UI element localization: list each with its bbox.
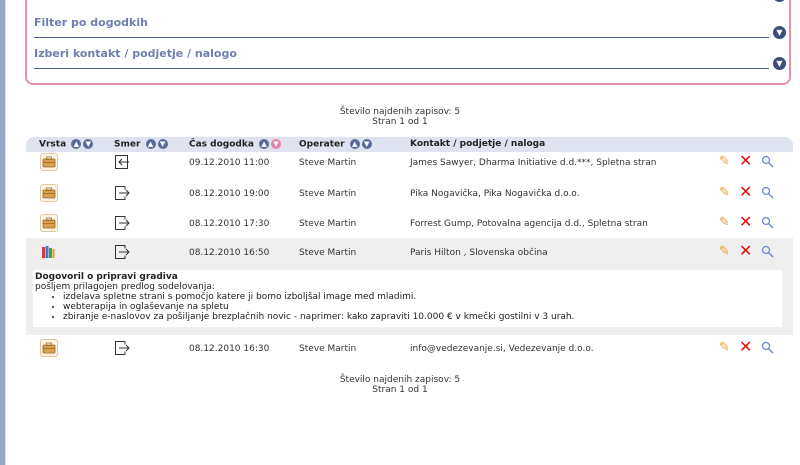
sort-up-icon[interactable]: ▲ [71,139,81,149]
results-summary-bottom [0,375,800,395]
table-row[interactable] [26,147,793,177]
sort-down-icon[interactable]: ▼ [83,139,93,149]
list-item: • webterapija in oglaševanje na spletu [63,302,782,312]
sort-up-icon[interactable]: ▲ [146,139,156,149]
page-indicator: Stran 1 od 1 [372,117,428,127]
results-count: Število najdenih zapisov: 5 [339,107,461,117]
event-detail-title: Dogovoril o pripravi gradiva [35,272,178,282]
select-contact-label: Izberi kontakt / podjetje / nalogo [34,47,237,60]
column-header-kontakt-label: Kontakt / podjetje / naloga [410,139,546,149]
event-detail-panel [26,267,793,335]
event-time: 08.12.2010 16:50 [189,248,270,258]
delete-icon[interactable]: ✕ [739,337,753,356]
search-icon[interactable] [761,186,774,203]
results-count: Število najdenih zapisov: 5 [339,375,461,385]
delete-icon[interactable]: ✕ [739,151,753,170]
table-row[interactable] [26,178,793,208]
column-header-cas-label: Čas dogodka [189,139,254,150]
filter-panel [25,0,791,85]
left-border-shadow [5,0,6,465]
column-header-smer-label: Smer [114,139,141,150]
contact-text[interactable]: Forrest Gump, Potovalna agencija d.d., Spletna stran [410,219,648,229]
search-icon[interactable] [761,245,774,262]
page-indicator: Stran 1 od 1 [372,385,428,395]
sort-down-icon[interactable]: ▼ [158,139,168,149]
operator-name: Steve Martin [299,344,357,354]
select-contact-company-task[interactable] [34,47,783,68]
chevron-down-icon[interactable]: ▼ [773,26,786,39]
search-icon[interactable] [761,216,774,233]
chevron-down-icon[interactable]: ▼ [773,57,786,70]
delete-icon[interactable]: ✕ [739,212,753,231]
table-row[interactable] [26,334,793,364]
event-time: 08.12.2010 17:30 [189,219,270,229]
event-time: 08.12.2010 16:30 [189,344,270,354]
contact-text[interactable]: info@vedezevanje.si, Vedezevanje d.o.o. [410,344,594,354]
briefcase-icon[interactable] [40,153,58,171]
briefcase-icon[interactable] [40,339,58,357]
outgoing-arrow-icon [114,185,130,201]
sort-down-active-icon[interactable]: ▼ [271,139,281,149]
table-row-selected[interactable] [26,238,793,267]
contact-text[interactable]: Paris Hilton , Slovenska občina [410,248,548,258]
contact-text[interactable]: Pika Nogavička, Pika Nogavička d.o.o. [410,189,580,199]
contact-text[interactable]: James Sawyer, Dharma Initiative d.d.***, Spletna stran [410,158,657,168]
briefcase-icon[interactable] [40,214,58,232]
edit-pencil-icon[interactable]: ✎ [719,244,730,259]
list-item: • zbiranje e-naslovov za pošiljanje brezplačnih novic - naprimer: kako zapraviti 10.000 € v kmečki gostilni v 3 urah. [63,312,782,322]
edit-pencil-icon[interactable]: ✎ [719,215,730,230]
edit-pencil-icon[interactable]: ✎ [719,185,730,200]
filter-divider [34,37,769,38]
event-time: 09.12.2010 11:00 [189,158,270,168]
outgoing-arrow-icon [114,340,130,356]
incoming-arrow-icon [114,154,130,170]
edit-pencil-icon[interactable]: ✎ [719,340,730,355]
delete-icon[interactable]: ✕ [739,182,753,201]
delete-icon[interactable]: ✕ [739,241,753,260]
event-time: 08.12.2010 19:00 [189,189,270,199]
operator-name: Steve Martin [299,219,357,229]
filter-by-events[interactable] [34,16,783,37]
sort-up-icon[interactable]: ▲ [350,139,360,149]
operator-name: Steve Martin [299,189,357,199]
outgoing-arrow-icon [114,215,130,231]
search-icon[interactable] [761,155,774,172]
operator-name: Steve Martin [299,248,357,258]
event-detail-list [33,292,782,322]
event-detail-intro: pošljem prilagojen predlog sodelovanja: [35,282,215,292]
sort-up-icon[interactable]: ▲ [259,139,269,149]
filter-divider [34,68,769,69]
event-detail-content [33,270,782,327]
column-header-operater-label: Operater [299,139,345,150]
filter-by-events-label: Filter po dogodkih [34,16,148,29]
outgoing-arrow-icon [114,244,130,260]
list-item: • izdelava spletne strani s pomočjo katere ji bomo izboljšal image med mladimi. [63,292,782,302]
results-summary-top [0,107,800,127]
table-row[interactable] [26,208,793,238]
briefcase-icon[interactable] [40,184,58,202]
edit-pencil-icon[interactable]: ✎ [719,154,730,169]
sort-down-icon[interactable]: ▼ [362,139,372,149]
operator-name: Steve Martin [299,158,357,168]
books-icon[interactable] [40,244,58,262]
chevron-down-icon[interactable] [773,0,786,2]
column-header-vrsta-label: Vrsta [39,139,67,150]
search-icon[interactable] [761,341,774,358]
